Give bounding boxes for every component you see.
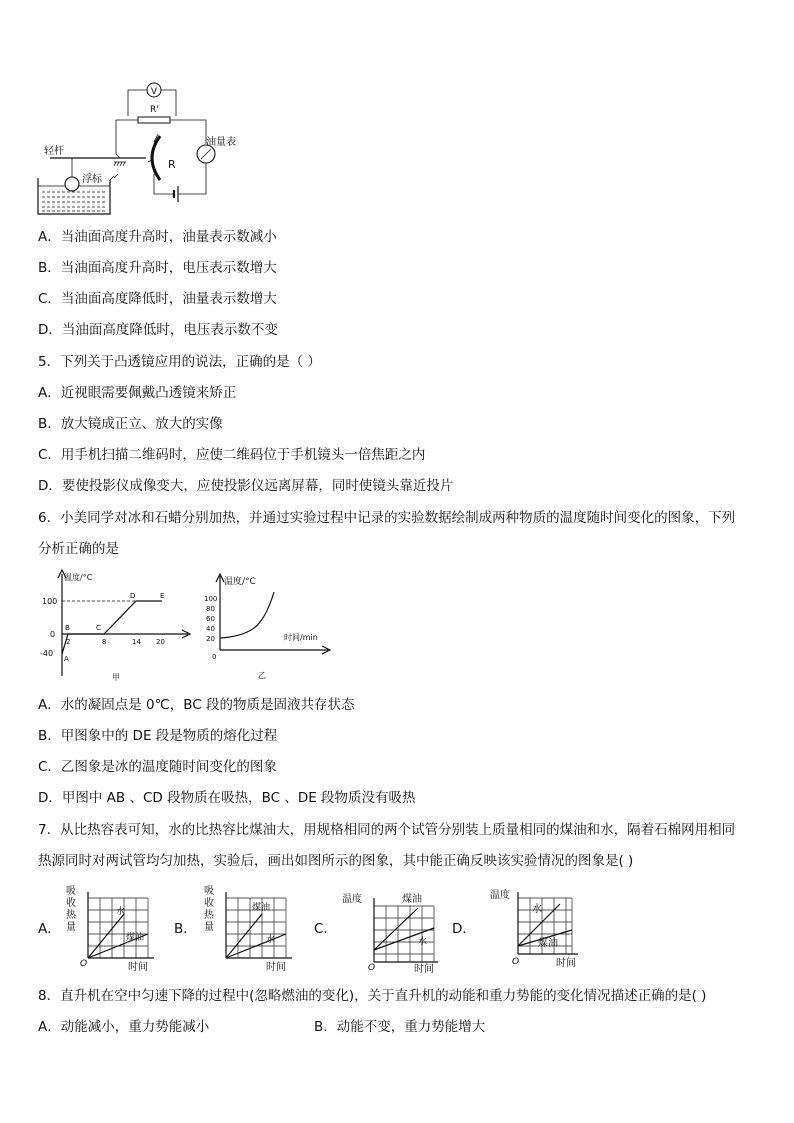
q5-stem: 5．下列关于凸透镜应用的说法，正确的是（ ） bbox=[38, 354, 321, 370]
q8-option-b: B．动能不变，重力势能增大 bbox=[314, 1019, 486, 1035]
resistor-r-prime-label: R' bbox=[150, 105, 159, 115]
graph-yi-origin: 0 bbox=[212, 653, 217, 661]
graph-yi-ytick-60: 60 bbox=[206, 615, 215, 623]
q6-option-d: D．甲图中 AB 、CD 段物质在吸热，BC 、DE 段物质没有吸热 bbox=[38, 790, 416, 806]
q7-graph-b-ylabel-1: 吸 bbox=[204, 886, 214, 897]
graph-jia-xtick-8: 8 bbox=[102, 638, 107, 646]
q6-option-a: A．水的凝固点是 0℃，BC 段的物质是固液共存状态 bbox=[38, 697, 355, 713]
graph-jia-point-b: B bbox=[65, 624, 70, 632]
q7-graph-a-origin: O bbox=[80, 959, 88, 969]
q6-stem-line1: 6．小美同学对冰和石蜡分别加热，并通过实验过程中记录的实验数据绘制成两种物质的温度随时间变化的图象，下列 bbox=[38, 510, 736, 526]
graph-jia bbox=[38, 566, 198, 686]
lever-label: 轻杆 bbox=[44, 146, 64, 157]
q7-label-b: B． bbox=[174, 921, 197, 937]
q6-option-b: B．甲图象中的 DE 段是物质的熔化过程 bbox=[38, 728, 278, 744]
q7-graph-b-ylabel-2: 收 bbox=[204, 898, 214, 909]
graph-jia-xtick-2: 2 bbox=[66, 638, 71, 646]
q8-stem: 8．直升机在空中匀速下降的过程中(忽略燃油的变化)，关于直升机的动能和重力势能的变化情况描述正确的是( ) bbox=[38, 988, 707, 1004]
q7-graph-a-ylabel-4: 量 bbox=[66, 922, 76, 933]
q7-graph-a-ylabel-1: 吸 bbox=[66, 886, 76, 897]
q7-graph-a-water: 水 bbox=[116, 907, 126, 917]
graph-yi-ytick-100: 100 bbox=[204, 595, 218, 603]
q7-graph-c-xlabel: 时间 bbox=[414, 964, 434, 974]
q7-label-a: A． bbox=[38, 921, 61, 937]
q7-graph-b-kerosene: 煤油 bbox=[252, 903, 271, 913]
q5-option-a: A．近视眼需要佩戴凸透镜来矫正 bbox=[38, 385, 237, 401]
q4-option-a: A．当油面高度升高时，油量表示数减小 bbox=[38, 229, 277, 245]
q7-graph-c-kerosene: 煤油 bbox=[402, 894, 422, 905]
graph-yi-ytick-80: 80 bbox=[206, 605, 215, 613]
q7-graph-a bbox=[62, 884, 162, 972]
q7-graph-d bbox=[482, 884, 586, 972]
graph-yi-ylabel: 温度/°C bbox=[224, 577, 256, 587]
q7-graph-c-origin: O bbox=[368, 963, 376, 973]
voltmeter-label: V bbox=[150, 87, 158, 97]
q7-stem-line2: 热源同时对两试管均匀加热，实验后，画出如图所示的图象，其中能正确反映该实验情况的图象是( ) bbox=[38, 853, 634, 869]
graph-jia-point-c: C bbox=[96, 624, 101, 632]
q4-option-b: B．当油面高度升高时，电压表示数增大 bbox=[38, 260, 277, 276]
q7-graph-a-ylabel-2: 收 bbox=[66, 898, 76, 909]
graph-jia-point-a: A bbox=[64, 655, 69, 663]
graph-jia-xtick-20: 20 bbox=[156, 638, 165, 646]
graph-jia-ytick-100: 100 bbox=[42, 597, 58, 606]
graph-jia-xtick-14: 14 bbox=[132, 638, 141, 646]
graph-yi-ytick-20: 20 bbox=[206, 635, 215, 643]
q7-graph-b-ylabel-4: 量 bbox=[204, 922, 214, 933]
q7-graph-d-water: 水 bbox=[532, 904, 542, 915]
graph-yi bbox=[200, 566, 334, 686]
q7-graph-a-kerosene: 煤油 bbox=[126, 933, 145, 943]
q7-graph-b bbox=[200, 884, 300, 972]
q7-graph-b-ylabel-3: 热 bbox=[204, 910, 214, 921]
q4-option-c: C．当油面高度降低时，油量表示数增大 bbox=[38, 291, 277, 307]
graph-jia-ytick-0: 0 bbox=[50, 630, 56, 639]
q5-option-d: D．要使投影仪成像变大，应使投影仪远离屏幕，同时使镜头靠近投片 bbox=[38, 478, 454, 494]
graph-jia-ytick-minus40: -40 bbox=[40, 649, 54, 658]
q7-graph-c bbox=[340, 886, 444, 974]
q8-option-a: A．动能减小，重力势能减小 bbox=[38, 1019, 210, 1035]
graph-yi-xlabel: 时间/min bbox=[284, 633, 318, 642]
q7-graph-d-origin: O bbox=[512, 957, 520, 967]
q7-label-d: D． bbox=[452, 921, 476, 937]
q7-graph-d-xlabel: 时间 bbox=[556, 958, 576, 969]
float-label: 浮标 bbox=[82, 174, 102, 185]
graph-jia-point-e: E bbox=[160, 592, 165, 600]
q7-label-c: C． bbox=[314, 921, 337, 937]
graph-jia-caption: 甲 bbox=[112, 673, 120, 682]
q7-graph-a-xlabel: 时间 bbox=[128, 962, 148, 972]
q7-graph-c-ylabel: 温度 bbox=[342, 894, 362, 905]
oil-gauge-circuit-diagram bbox=[30, 82, 255, 222]
q6-stem-line2: 分析正确的是 bbox=[38, 541, 119, 557]
q7-graph-a-ylabel-3: 热 bbox=[66, 910, 76, 921]
graph-jia-ylabel: 温度/°C bbox=[64, 573, 93, 582]
q7-stem-line1: 7．从比热容表可知，水的比热容比煤油大，用规格相同的两个试管分别装上质量相同的煤油和水，隔着石棉网用相同 bbox=[38, 822, 736, 838]
q5-option-b: B．放大镜成正立、放大的实像 bbox=[38, 416, 223, 432]
oil-gauge-label: 油量表 bbox=[206, 137, 236, 148]
q6-option-c: C．乙图象是冰的温度随时间变化的图象 bbox=[38, 759, 277, 775]
q7-graph-b-xlabel: 时间 bbox=[266, 962, 286, 972]
graph-jia-point-d: D bbox=[130, 592, 136, 600]
q7-graph-d-kerosene: 煤油 bbox=[538, 938, 558, 949]
q4-option-d: D．当油面高度降低时，电压表示数不变 bbox=[38, 322, 278, 338]
q7-graph-d-ylabel: 温度 bbox=[490, 890, 510, 901]
q7-graph-c-water: 水 bbox=[418, 937, 428, 947]
resistor-r-label: R bbox=[168, 158, 176, 171]
graph-yi-ytick-40: 40 bbox=[206, 625, 215, 633]
q7-graph-b-water: 水 bbox=[266, 935, 276, 945]
q5-option-c: C．用手机扫描二维码时，应使二维码位于手机镜头一倍焦距之内 bbox=[38, 447, 426, 463]
graph-yi-caption: 乙 bbox=[258, 671, 266, 680]
